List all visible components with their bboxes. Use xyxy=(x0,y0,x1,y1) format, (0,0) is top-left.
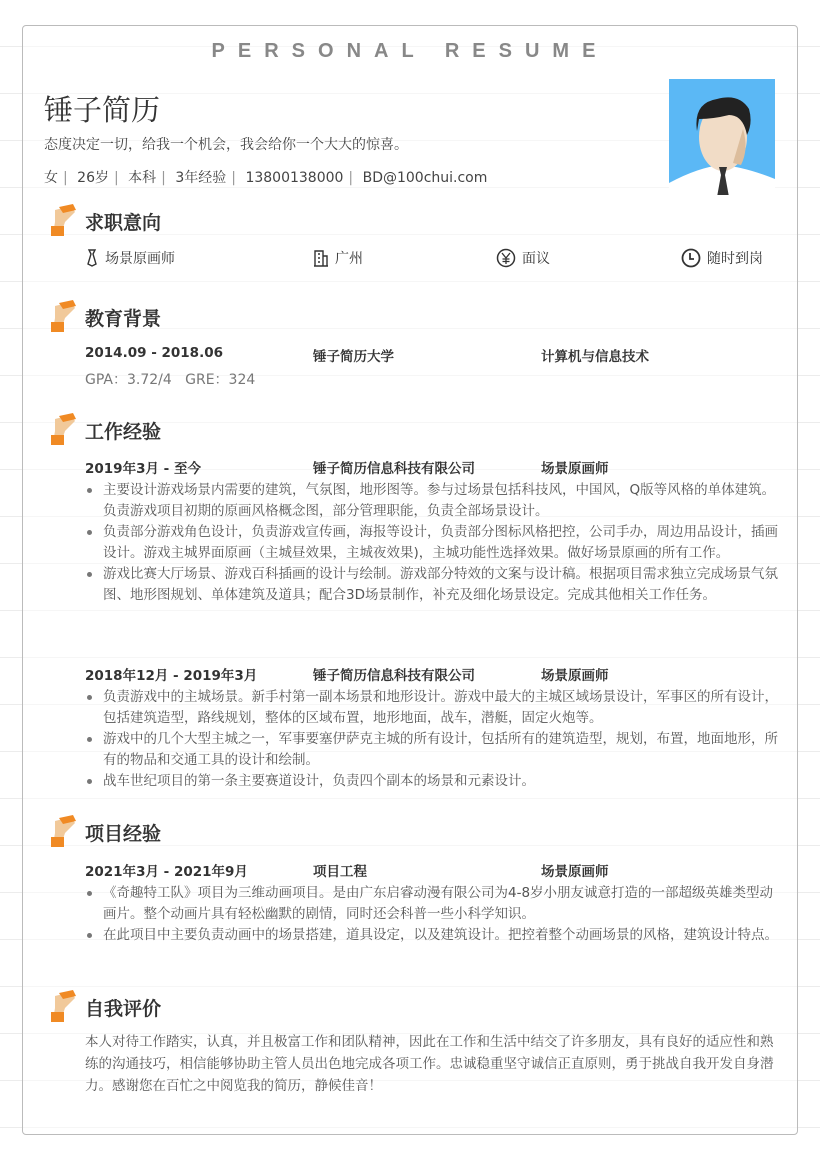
job-company: 锤子简历信息科技有限公司 xyxy=(313,668,475,684)
personal-info: 女 | 26岁 | 本科 | 3年经验 | 13800138000 | BD@100chui.com xyxy=(44,170,488,186)
intent-city xyxy=(313,248,363,268)
list-item: 负责部分游戏角色设计，负责游戏宣传画，海报等设计，负责部分图标风格把控，公司手办，周边用品设计，插画设计。游戏主城界面原画（主城昼效果，主城夜效果)，主城功能性选择效果。做好场景原画的所有工作。 xyxy=(85,522,785,564)
project-period: 2021年3月 - 2021年9月 xyxy=(85,864,248,880)
avatar xyxy=(669,79,775,195)
list-item: 战车世纪项目的第一条主要赛道设计，负责四个副本的场景和元素设计。 xyxy=(85,771,785,792)
hand-pen-icon xyxy=(49,204,79,238)
gender: 女 xyxy=(44,170,58,186)
job-bullets xyxy=(85,480,785,606)
email: BD@100chui.com xyxy=(362,170,488,186)
project-bullets xyxy=(85,883,785,946)
intent-position xyxy=(85,248,175,268)
education-scores: GPA：3.72/4 GRE：324 xyxy=(85,372,256,388)
experience-years: 3年经验 xyxy=(175,170,227,186)
candidate-name: 锤子简历 xyxy=(44,93,161,127)
job-period: 2019年3月 - 至今 xyxy=(85,461,201,477)
section-title: 求职意向 xyxy=(85,211,162,234)
hand-pen-icon xyxy=(49,413,79,447)
education-period: 2014.09 - 2018.06 xyxy=(85,345,223,361)
clock-icon xyxy=(681,248,701,268)
major: 计算机与信息技术 xyxy=(541,349,649,365)
hand-pen-icon xyxy=(49,815,79,849)
intent-text: 随时到岗 xyxy=(707,251,763,267)
phone: 13800138000 xyxy=(245,170,344,186)
list-item: 《奇趣特工队》项目为三维动画项目。是由广东启睿动漫有限公司为4-8岁小朋友诚意打造的一部超级英雄类型动画片。整个动画片具有轻松幽默的剧情，同时还会科普一些小科学知识。 xyxy=(85,883,785,925)
project-role: 场景原画师 xyxy=(541,864,609,880)
job-period: 2018年12月 - 2019年3月 xyxy=(85,668,258,684)
list-item: 游戏中的几个大型主城之一，军事要塞伊萨克主城的所有设计，包括所有的建筑造型，规划，布置，地面地形，所有的物品和交通工具的设计和绘制。 xyxy=(85,729,785,771)
list-item: 在此项目中主要负责动画中的场景搭建，道具设定，以及建筑设计。把控着整个动画场景的风格，建筑设计特点。 xyxy=(85,925,785,946)
section-header-work xyxy=(49,413,161,447)
resume-card xyxy=(22,25,798,1135)
intent-text: 面议 xyxy=(522,251,550,267)
motto: 态度决定一切，给我一个机会，我会给你一个大大的惊喜。 xyxy=(44,137,408,153)
intent-availability xyxy=(681,248,763,268)
resume-banner-title: PERSONAL RESUME xyxy=(211,40,609,62)
school: 锤子简历大学 xyxy=(313,349,394,365)
section-title: 项目经验 xyxy=(85,822,162,845)
job-role: 场景原画师 xyxy=(541,668,609,684)
list-item: 负责游戏中的主城场景。新手村第一副本场景和地形设计。游戏中最大的主城区域场景设计，军事区的所有设计，包括建筑造型，路线规划，整体的区域布置，地形地面，战车，潜艇，固定火炮等。 xyxy=(85,687,785,729)
section-title: 自我评价 xyxy=(85,997,162,1020)
section-header-project xyxy=(49,815,161,849)
project-name: 项目工程 xyxy=(313,864,367,880)
age: 26岁 xyxy=(77,170,109,186)
intent-text: 场景原画师 xyxy=(105,251,175,267)
yen-icon xyxy=(496,248,516,268)
degree: 本科 xyxy=(128,170,157,186)
self-evaluation-text: 本人对待工作踏实，认真，并且极富工作和团队精神，因此在工作和生活中结交了许多朋友，具有良好的适应性和熟练的沟通技巧，相信能够协助主管人员出色地完成各项工作。忠诚稳重坚守诚信正直原则，勇于挑战自我开发自身潜力。感谢您在百忙之中阅览我的简历，静候佳音！ xyxy=(85,1034,774,1094)
list-item: 游戏比赛大厅场景、游戏百科插画的设计与绘制。游戏部分特效的文案与设计稿。根据项目需求独立完成场景气氛图、地形图规划、单体建筑及道具；配合3D场景制作，补充及细化场景设定。完成其他相关工作任务。 xyxy=(85,564,785,606)
job-company: 锤子简历信息科技有限公司 xyxy=(313,461,475,477)
hand-pen-icon xyxy=(49,990,79,1024)
section-title: 教育背景 xyxy=(85,307,162,330)
section-header-intent xyxy=(49,204,161,238)
list-item: 主要设计游戏场景内需要的建筑，气氛图，地形图等。参与过场景包括科技风，中国风，Q版等风格的单体建筑。负责游戏项目初期的原画风格概念图，部分管理职能，负责全部场景设计。 xyxy=(85,480,785,522)
hand-pen-icon xyxy=(49,300,79,334)
job-bullets xyxy=(85,687,785,792)
intent-salary xyxy=(496,248,550,268)
section-header-education xyxy=(49,300,161,334)
section-header-self xyxy=(49,990,161,1024)
intent-text: 广州 xyxy=(335,251,363,267)
section-title: 工作经验 xyxy=(85,420,162,443)
job-role: 场景原画师 xyxy=(541,461,609,477)
tie-icon xyxy=(85,249,99,267)
building-icon xyxy=(313,249,329,267)
